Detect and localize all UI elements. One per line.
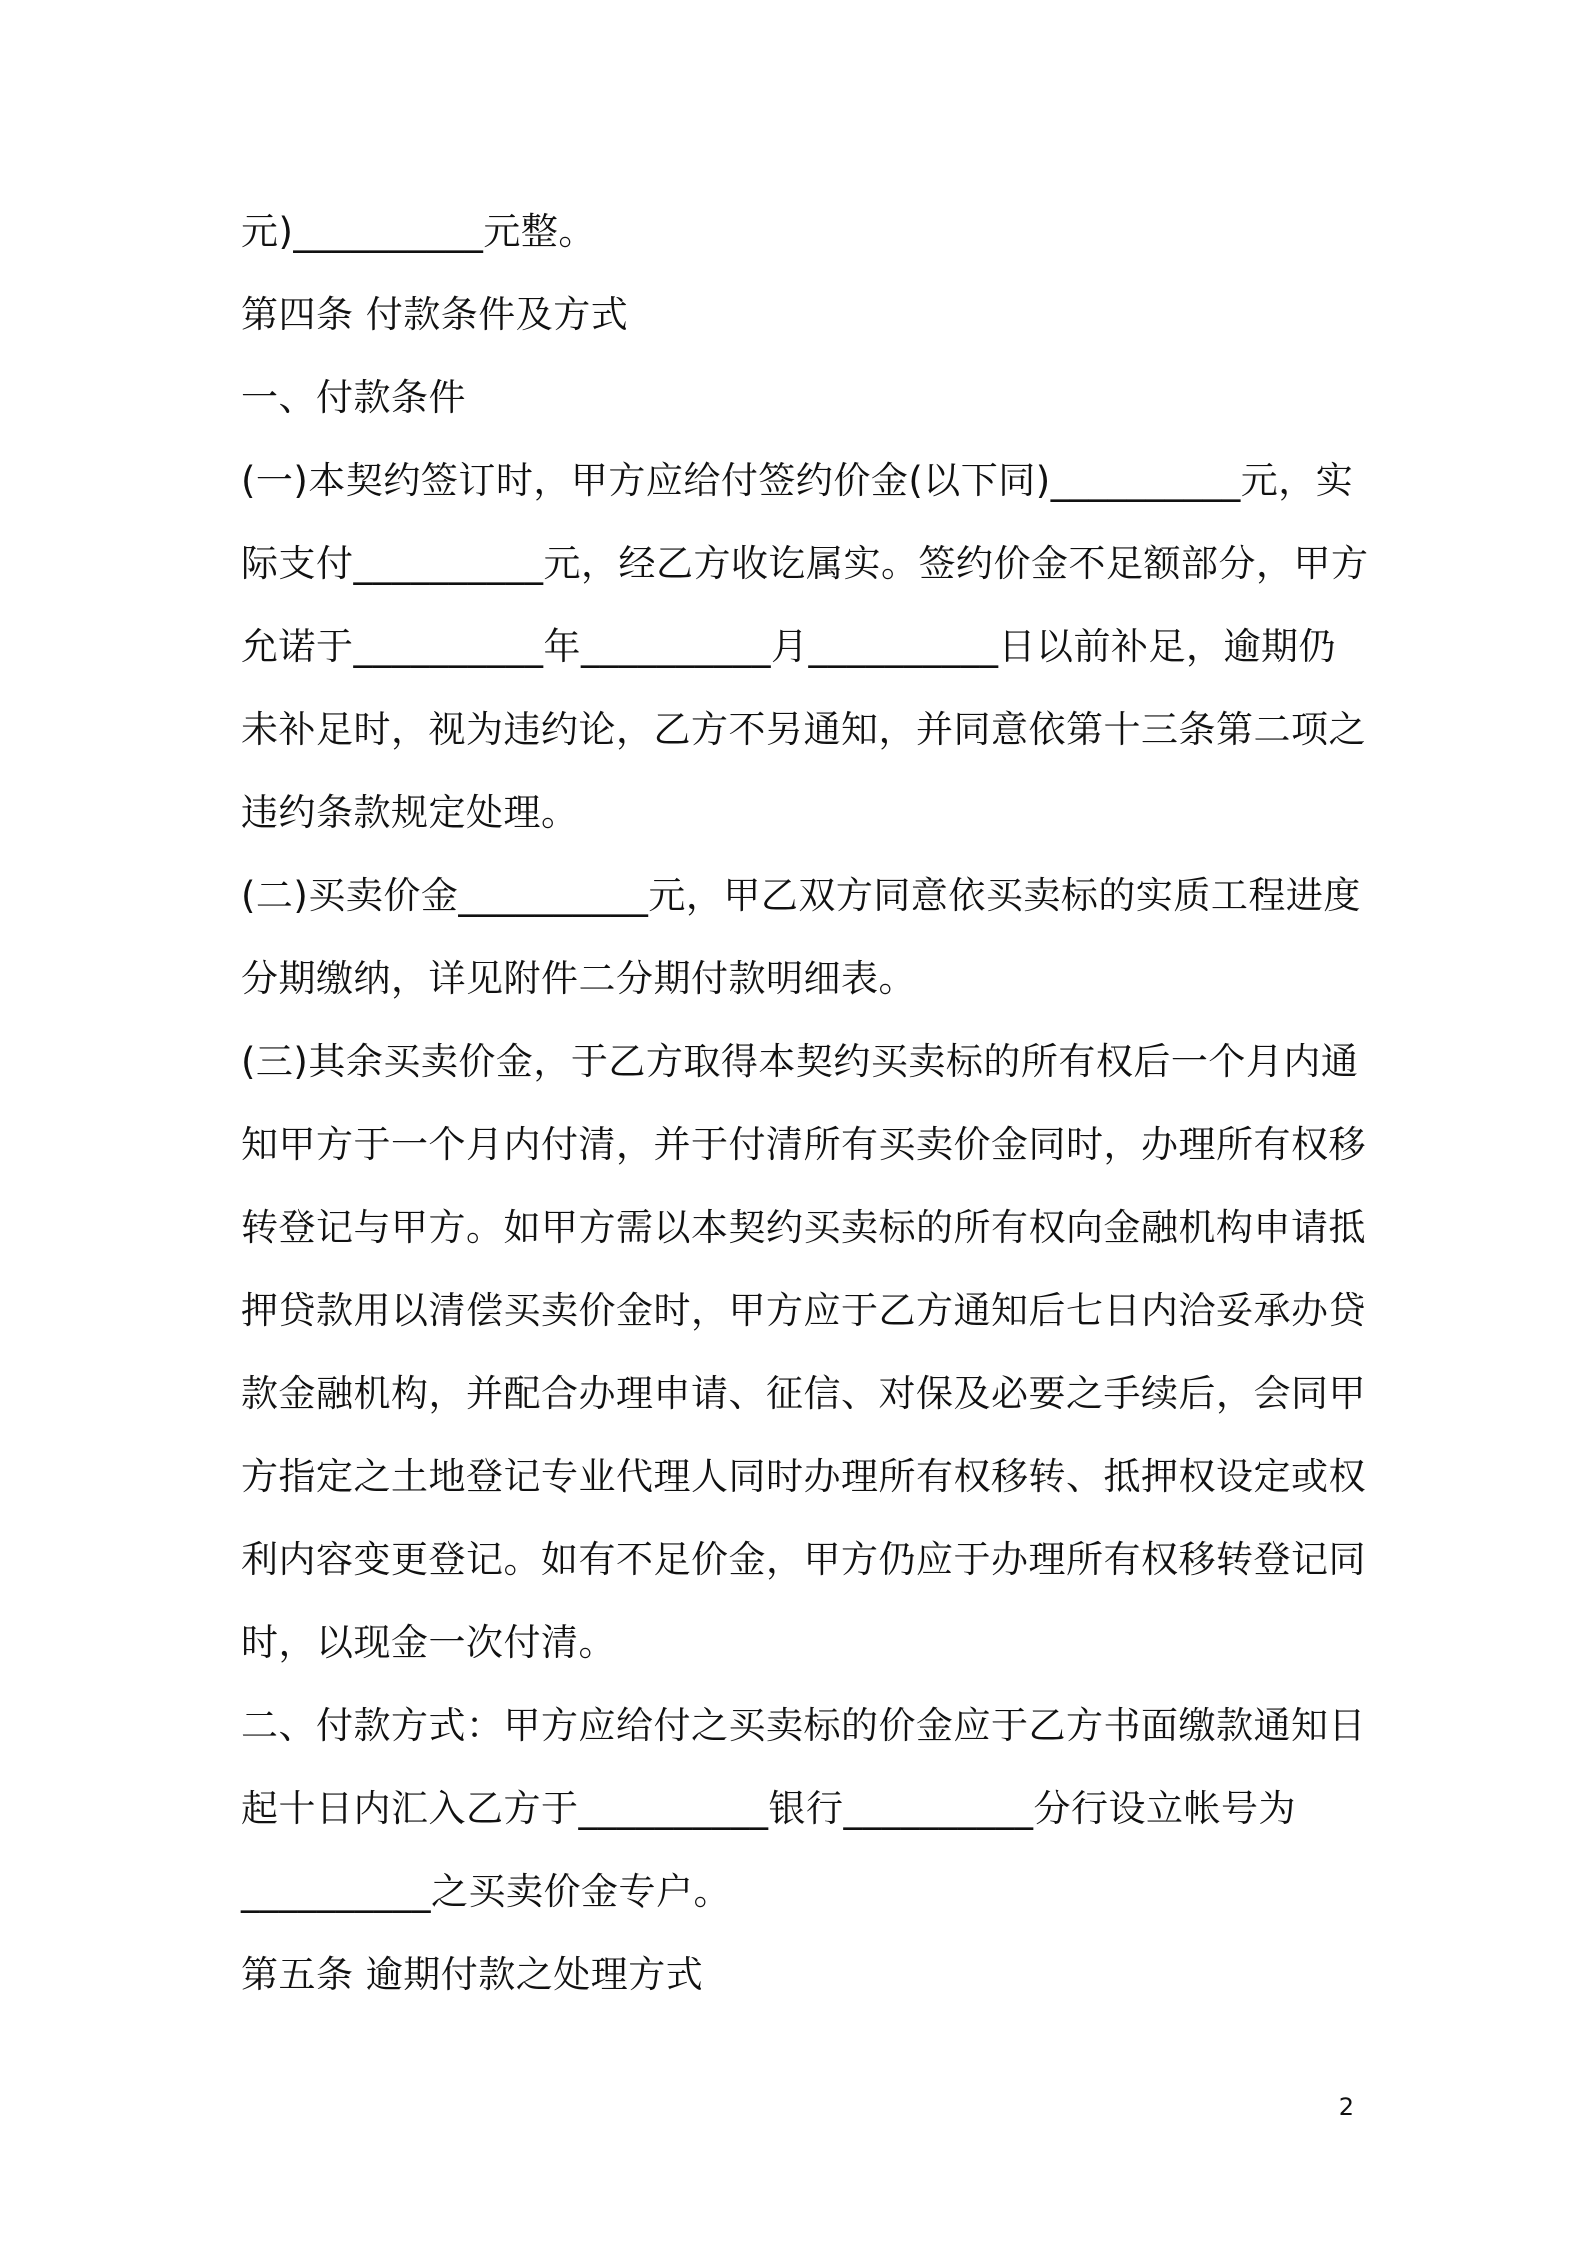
text-line: 知甲方于一个月内付清，并于付清所有买卖价金同时，办理所有权移 <box>241 1123 1366 1166</box>
text-line: (三)其余买卖价金，于乙方取得本契约买卖标的所有权后一个月内通 <box>241 1040 1359 1083</box>
text-line: 际支付__________元，经乙方收讫属实。签约价金不足额部分，甲方 <box>241 542 1369 585</box>
text-line: 起十日内汇入乙方于__________银行__________分行设立帐号为 <box>241 1787 1296 1830</box>
section-heading-article-4: 第四条 付款条件及方式 <box>241 293 629 336</box>
section-heading-article-5: 第五条 逾期付款之处理方式 <box>241 1953 704 1996</box>
text-line: 押贷款用以清偿买卖价金时，甲方应于乙方通知后七日内洽妥承办贷 <box>241 1289 1366 1332</box>
text-line: 方指定之土地登记专业代理人同时办理所有权移转、抵押权设定或权 <box>241 1455 1366 1498</box>
text-line: 分期缴纳，详见附件二分期付款明细表。 <box>241 957 916 1000</box>
text-line: 未补足时，视为违约论，乙方不另通知，并同意依第十三条第二项之 <box>241 708 1366 751</box>
document-body <box>241 190 1369 2016</box>
text-line: 转登记与甲方。如甲方需以本契约买卖标的所有权向金融机构申请抵 <box>241 1206 1366 1249</box>
subheading-payment-conditions: 一、付款条件 <box>241 376 466 419</box>
text-line: (二)买卖价金__________元，甲乙双方同意依买卖标的实质工程进度 <box>241 874 1361 917</box>
text-line: (一)本契约签订时，甲方应给付签约价金(以下同)__________元，实 <box>241 459 1354 502</box>
text-line: 款金融机构，并配合办理申请、征信、对保及必要之手续后，会同甲 <box>241 1372 1366 1415</box>
text-line: 时，以现金一次付清。 <box>241 1621 616 1664</box>
text-line: 二、付款方式：甲方应给付之买卖标的价金应于乙方书面缴款通知日 <box>241 1704 1366 1747</box>
text-line: __________之买卖价金专户。 <box>241 1870 731 1913</box>
page-number: 2 <box>1338 2093 1354 2121</box>
text-line: 元)__________元整。 <box>241 210 596 253</box>
text-line: 允诺于__________年__________月__________日以前补足，逾期仍 <box>241 625 1336 668</box>
text-line: 利内容变更登记。如有不足价金，甲方仍应于办理所有权移转登记同 <box>241 1538 1366 1581</box>
text-line: 违约条款规定处理。 <box>241 791 579 834</box>
